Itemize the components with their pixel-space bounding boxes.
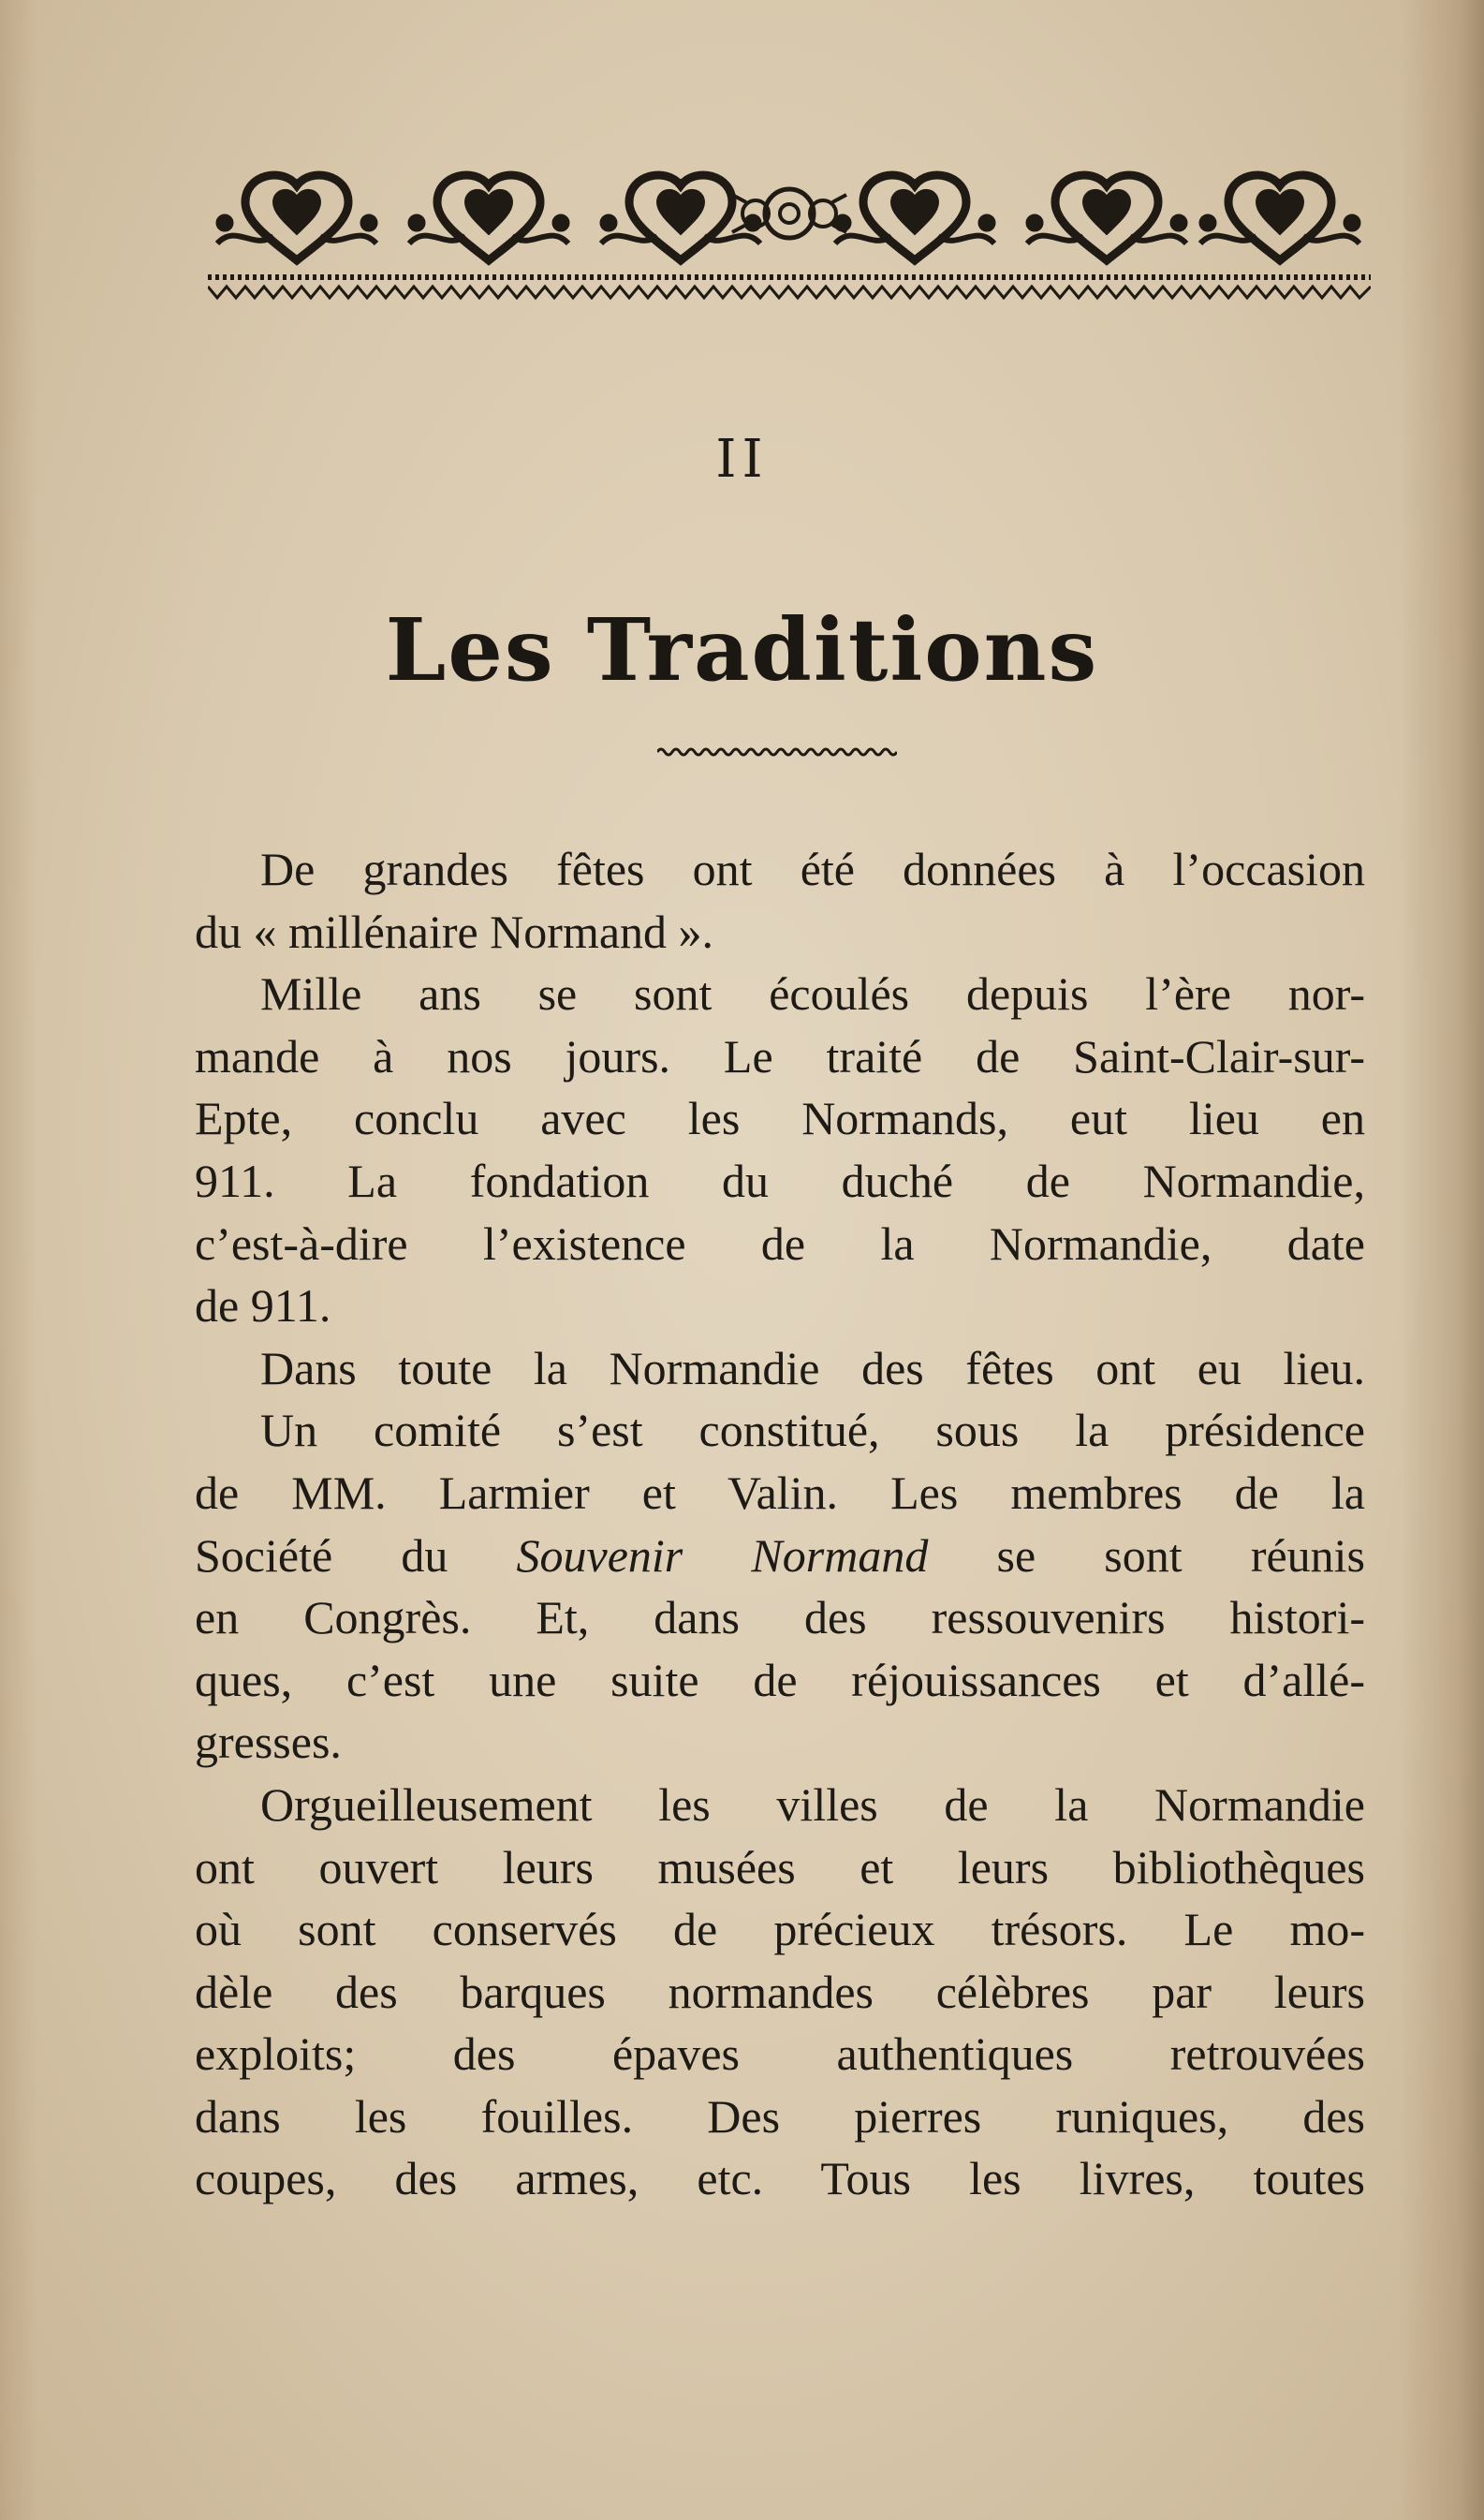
text-segment: se sont réunis [996,1528,1365,1582]
text-line: Epte, conclu avec les Normands, eut lieu en [195,1092,1365,1145]
text-line: De grandes fêtes ont été données à l’occasion [260,843,1365,895]
text-line-mixed [195,1525,1365,1587]
text-segment-italic: Souvenir Normand [516,1528,929,1582]
text-line: mande à nos jours. Le traité de Saint-Clair-sur- [195,1029,1365,1083]
body-text [195,838,1365,2210]
text-line: Dans toute la Normandie des fêtes ont eu lieu. [260,1341,1365,1394]
text-line: du « millénaire Normand ». [195,905,714,958]
header-ornament [208,157,1371,307]
text-line: ont ouvert leurs musées et leurs bibliothèques [195,1840,1365,1894]
text-line: exploits; des épaves authentiques retrouvées [195,2027,1365,2081]
text-line: de MM. Larmier et Valin. Les membres de la [195,1466,1365,1519]
text-line: c’est-à-dire l’existence de la Normandie, date [195,1216,1365,1270]
text-line: où sont conservés de précieux trésors. Le mo- [195,1903,1365,1956]
text-line: ques, c’est une suite de réjouissances et d’allé- [195,1653,1365,1706]
text-segment: Société du [195,1528,448,1582]
text-line: dans les fouilles. Des pierres runiques, des [195,2089,1365,2143]
chapter-title: Les Traditions [385,599,1099,700]
text-line: coupes, des armes, etc. Tous les livres, toutes [195,2152,1365,2205]
text-line: 911. La fondation du duché de Normandie, [195,1154,1365,1207]
title-wavy-rule [657,745,897,759]
ornament-motif [216,175,377,260]
text-line: gresses. [195,1716,342,1769]
text-line: en Congrès. Et, dans des ressouvenirs histori- [195,1591,1365,1644]
text-line: dèle des barques normandes célèbres par leurs [195,1965,1365,2018]
page-edge-shadow-left [0,0,37,2520]
text-line: de 911. [195,1279,331,1333]
text-line: Un comité s’est constitué, sous la présidence [260,1404,1365,1457]
text-line: Orgueilleusement les villes de la Normandie [260,1777,1365,1831]
chapter-number: II [715,429,769,490]
text-line: Mille ans se sont écoulés depuis l’ère nor- [260,967,1365,1021]
page-edge-shadow [1400,0,1484,2520]
